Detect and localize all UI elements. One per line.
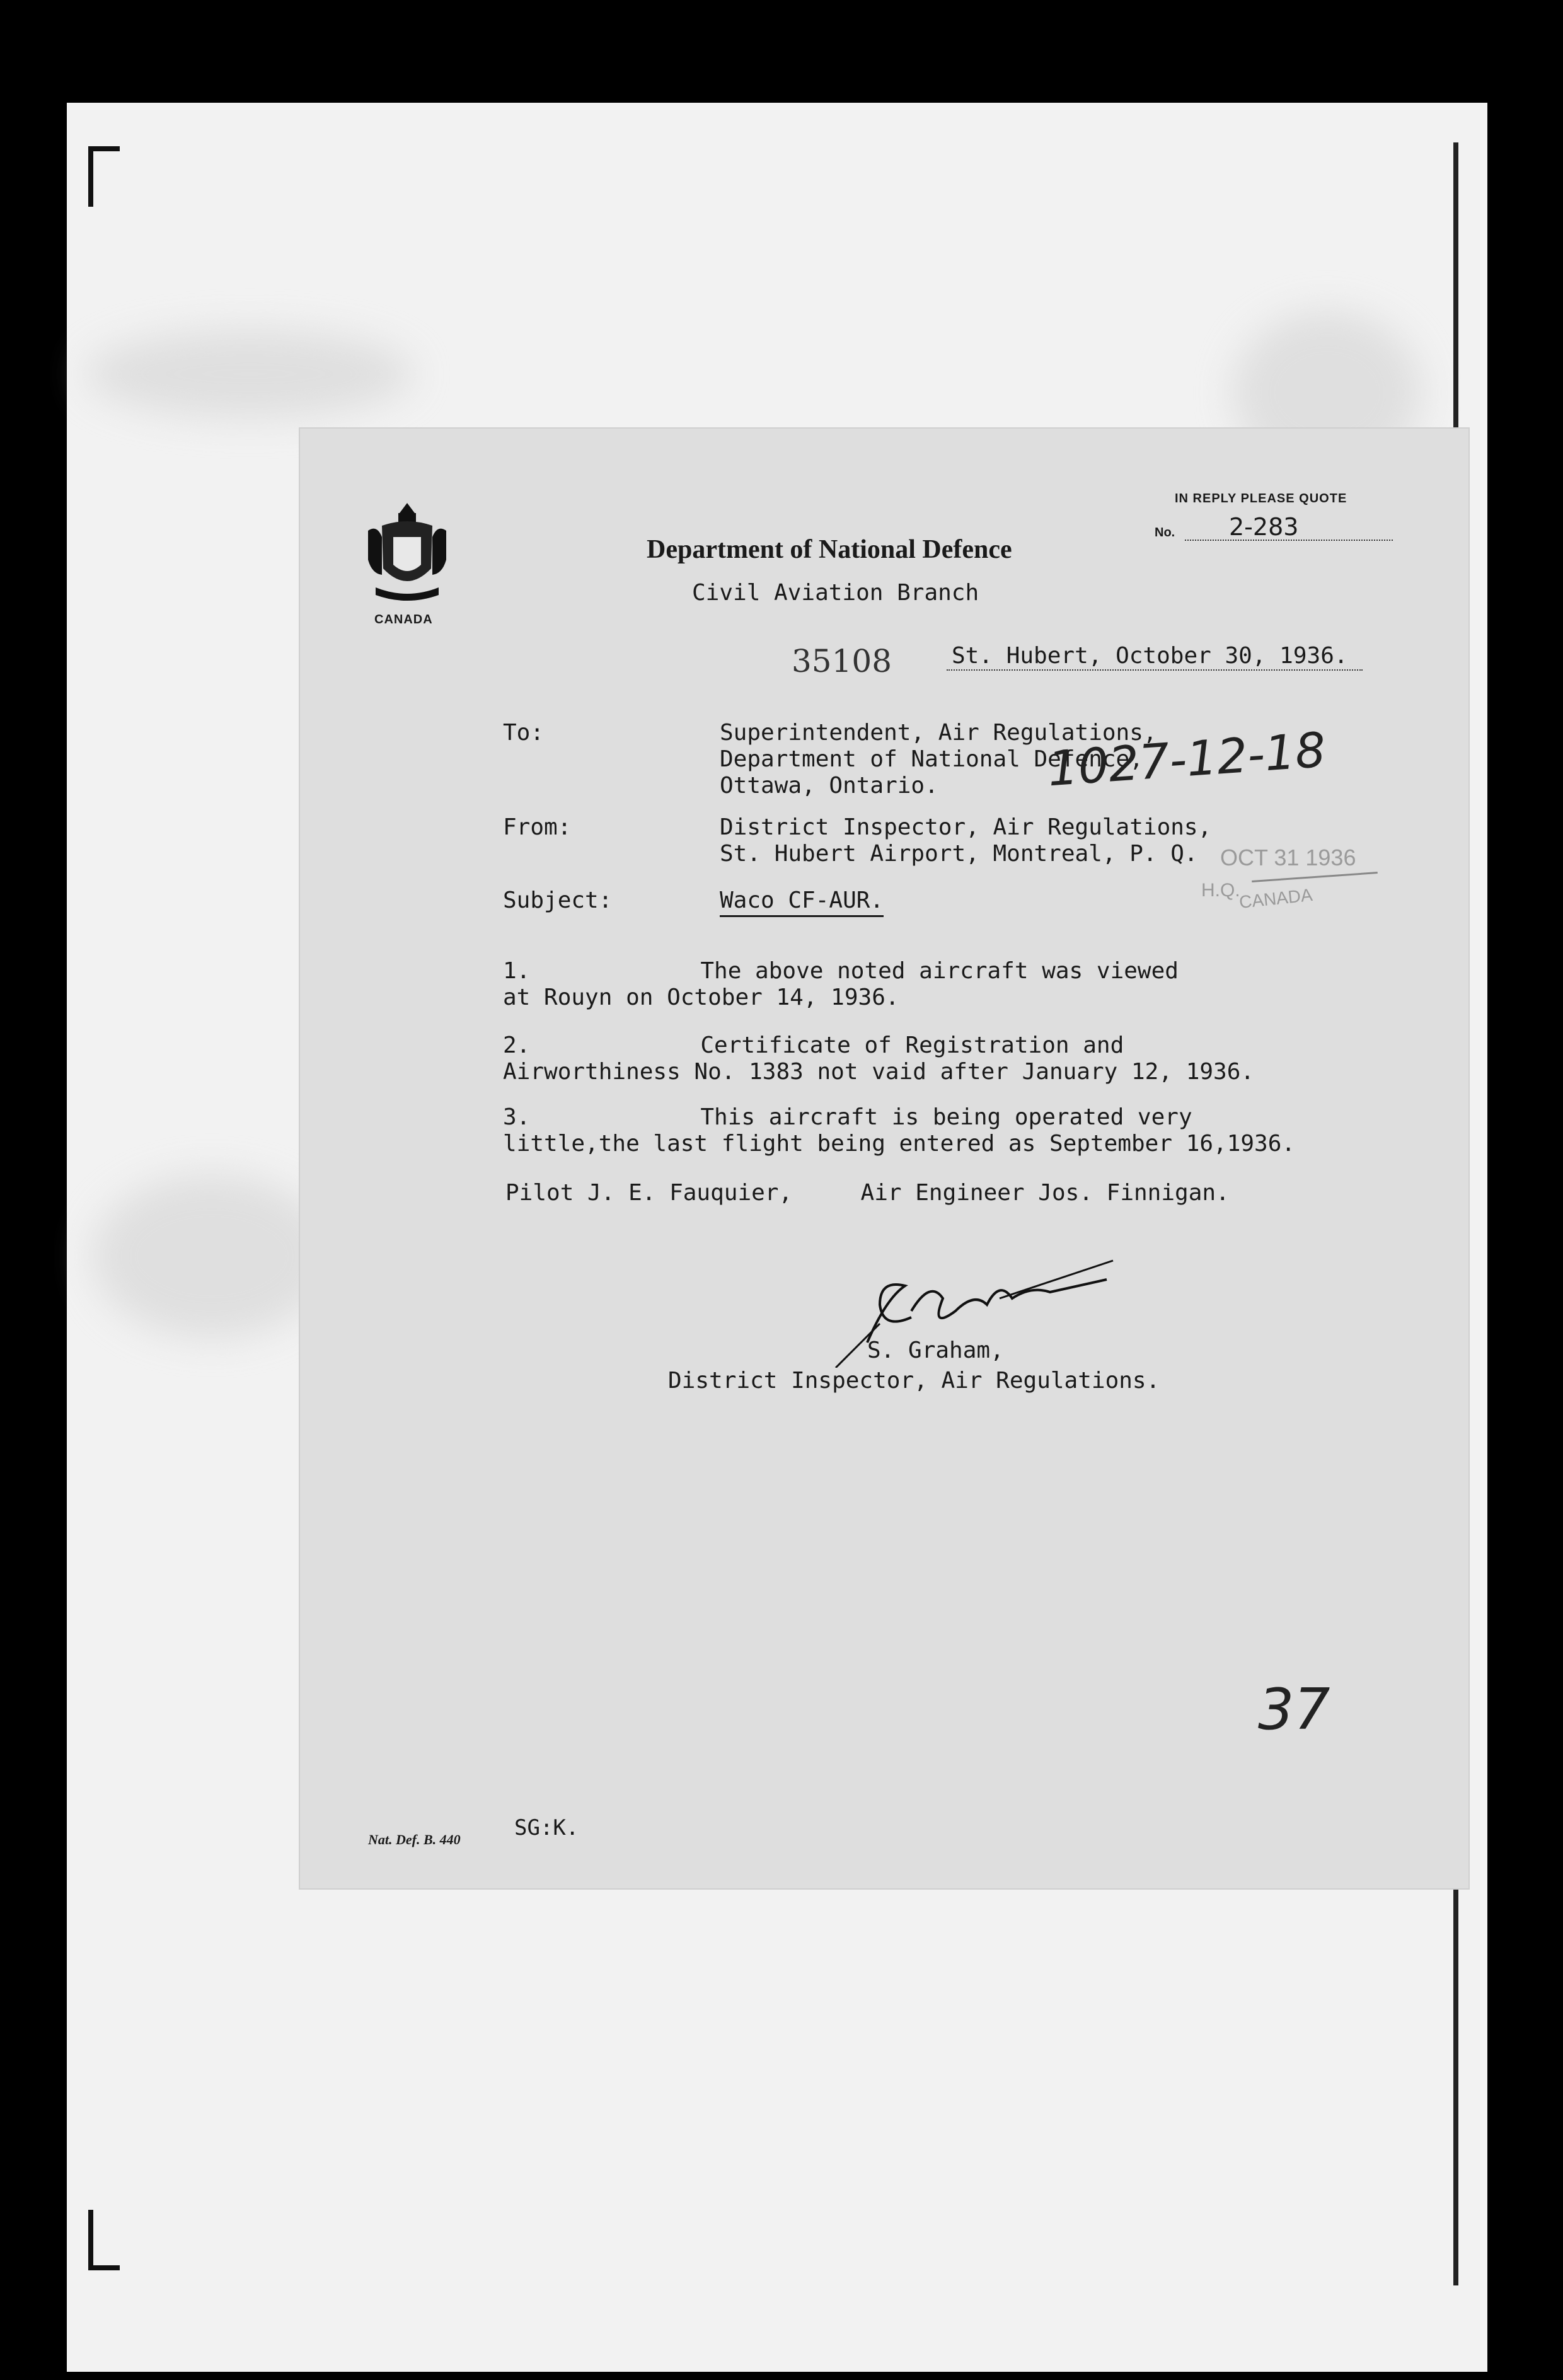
letter-page <box>300 429 1468 1888</box>
signer-name: S. Graham, <box>867 1337 1004 1363</box>
subject-label: Subject: <box>503 887 613 913</box>
typist-initials: SG:K. <box>514 1815 579 1840</box>
file-number-stamp: 35108 <box>792 643 892 679</box>
reply-number-value: 2-283 <box>1229 513 1299 541</box>
smudge <box>86 330 413 418</box>
stamp-date: OCT 31 1936 <box>1220 845 1356 870</box>
stamp-hq: H.Q. <box>1201 880 1240 901</box>
paragraph-number: 2. <box>503 1032 531 1058</box>
signer-title: District Inspector, Air Regulations. <box>668 1368 1160 1394</box>
to-line: Department of National Defence, <box>720 746 1143 772</box>
from-line: St. Hubert Airport, Montreal, P. Q. <box>720 841 1198 867</box>
from-line: District Inspector, Air Regulations, <box>720 814 1212 840</box>
paragraph-line: The above noted aircraft was viewed <box>700 958 1179 984</box>
crest-caption: CANADA <box>374 613 433 627</box>
reply-number-label: No. <box>1155 526 1175 540</box>
paragraph-line: This aircraft is being operated very <box>700 1104 1192 1130</box>
place-date-line <box>947 669 1363 671</box>
crop-mark-top-left <box>88 146 120 207</box>
stamp-country: CANADA <box>1238 884 1313 913</box>
handwritten-page-number: 37 <box>1258 1677 1330 1743</box>
handwritten-reference: 1027-12-18 <box>1046 721 1328 797</box>
paragraph-number: 1. <box>503 958 531 984</box>
from-label: From: <box>503 814 572 840</box>
stamp-rule <box>1252 872 1378 882</box>
to-line: Ottawa, Ontario. <box>720 773 938 799</box>
paragraph-1 <box>503 958 1179 1011</box>
paragraph-number: 3. <box>503 1104 531 1130</box>
paragraph-line: Airworthiness No. 1383 not vaid after January 12, 1936. <box>503 1059 1255 1085</box>
canada-crest-icon <box>363 499 451 606</box>
paragraph-2 <box>503 1032 1254 1085</box>
department-name: Department of National Defence <box>647 535 1012 564</box>
paragraph-line: little,the last flight being entered as September 16,1936. <box>503 1131 1296 1157</box>
to-label: To: <box>503 720 545 746</box>
reply-quote-label: IN REPLY PLEASE QUOTE <box>1175 492 1347 505</box>
place-and-date: St. Hubert, October 30, 1936. <box>952 643 1348 669</box>
form-number: Nat. Def. B. 440 <box>368 1832 461 1847</box>
to-line: Superintendent, Air Regulations, <box>720 720 1157 746</box>
paragraph-line: Certificate of Registration and <box>700 1032 1124 1058</box>
from-address <box>720 814 1211 867</box>
paragraph-3 <box>503 1104 1295 1157</box>
paragraph-line: at Rouyn on October 14, 1936. <box>503 985 899 1010</box>
crop-mark-bottom-left <box>88 2210 120 2270</box>
crew-line: Pilot J. E. Fauquier, Air Engineer Jos. Finnigan. <box>505 1180 1230 1206</box>
subject-value: Waco CF-AUR. <box>720 887 884 917</box>
branch-name: Civil Aviation Branch <box>692 580 979 606</box>
smudge <box>92 1174 332 1338</box>
